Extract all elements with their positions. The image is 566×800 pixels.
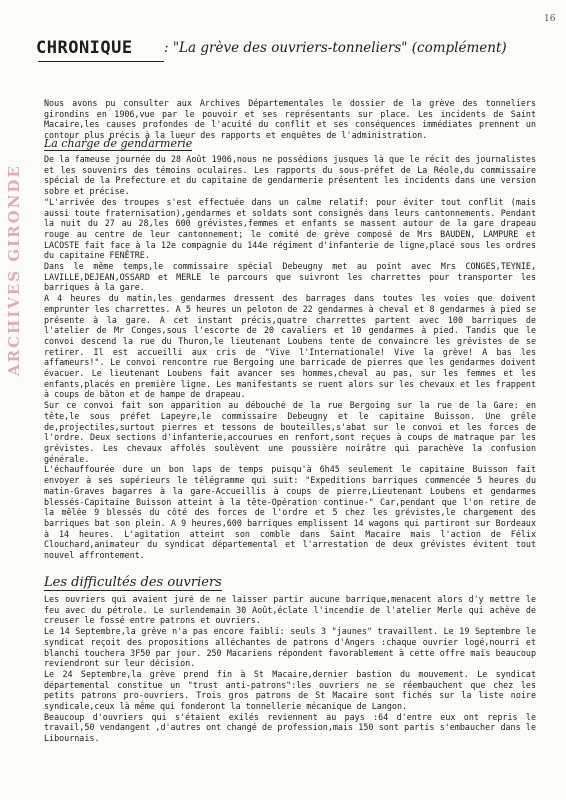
page-title (36, 28, 544, 68)
section-heading-charge: La charge de gendarmerie (44, 137, 193, 150)
intro-paragraph: Nous avons pu consulter aux Archives Départementales le dossier de la grève des tonneliers girondins en 1906,vue par le pouvoir et ses représentants sur place. Les incidents de Saint Macaire,les causes profondes de l'acuité du conflit et ses conséquences immédiates prennent un contour plus précis à la lueur des rapports et enquêtes de l'administration. (44, 98, 536, 141)
title-underline (38, 61, 164, 62)
page-number: 16 (544, 14, 556, 24)
section-charge-text: De la fameuse journée du 28 Août 1906,nous ne possédions jusques là que le récit des journalistes et les souvenirs des témoins oculaires. Les rapports du sous-préfet de La Réole,du commissaire spécial de la Prefecture et du capitaine de gendarmerie présentent les incidents dans une version sobre et précise. "L'arrivée des troupes s'est effectuée dans un calme relatif: pour éviter tout conflit (mais aussi toute fraternisation),gendarmes et soldats sont consignés dans leurs cantonnements. Pendant la nuit du 27 au 28,les 600 grévistes,femmes et enfants se massent autour de la gare drapeau rouge au centre de leur cantonnement; le comité de grève composé de Mrs BAUDEN, LAMPURE et LACOSTE fait face à la 12e compagnie du 144e régiment d'infanterie de ligne,placé sous les ordres du capitaine FENÊTRE. Dans le même temps,le commissaire spécial Debeugny met au point avec Mrs CONGES,TEYNIE, LAVILLE,DEJEAN,OSSARD et MERLE le parcours que suivront les charrettes pour transporter les barriques à la gare. A 4 heures du matin,les gendarmes dressent des barrages dans toutes les voies que doivent emprunter les charrettes. A 5 heures un peloton de 22 gendarmes à cheval et 8 gendarmes à pied se présente à la gare. A cet instant précis,quatre charrettes partent avec 100 barriques de l'atelier de Mr Conges,sous l'escorte de 20 cavaliers et 10 gendarmes à pied. Tandis que le convoi descend la rue du Thuron,le lieutenant Loubens tente de convaincre les grévistes de se retirer. Il est accueilli aux cris de "Vive l'Internationale! Vive la grève! A bas les affameurs!". Le convoi rencontre rue Bergoing une barricade de pierres que les gendarmes doivent évacuer. Le lieutenant Loubens fait avancer ses hommes,cheval au pas, sur les femmes et les enfants,placés en première ligne. Les manifestants se ruent alors sur les chevaux et les frappent à coups de bâton et de hampe de drapeau. Sur ce convoi fait son apparition au débouché de la rue Bergoing sur la rue de la Gare: en tête,le sous préfet Lapeyre,le commissaire Debeugny et le capitaine Buisson. Une grêle de,projectiles,surtout pierres et tessons de bouteilles,s'abat sur le convoi et les forces de l'ordre. Deux sections d'infanterie,accourues en renfort,sont reçues à coups de matraque par les grévistes. Les chevaux affolés soulèvent une poussière noirâtre qui parachève la confusion générale. L'échauffourée dure un bon laps de temps puisqu'à 6h45 seulement le capitaine Buisson fait envoyer à ses supérieurs le télégramme qui suit: "Expeditions barriques commencée 5 heures du matin-Graves bagarres à la gare-Accueillis à coups de pierre,Lieutenant Loubens et gendarmes blessés-Capitaine Buisson atteint à la tête-Opération continue-" Car,pendant que l'on retire de la mêlée 9 blessés du côté des forces de l'ordre et 5 chez les grévistes,le chargement des barriques bat son plein. A 9 heures,600 barriques emplissent 14 wagons qui partiront sur Bordeaux à 14 heures. L'agitation atteint son comble dans Saint Macaire mais l'action de Félix Clouchard,animateur du syndicat départemental et l'arrestation de deux grévistes évitent tout nouvel affrontement. (44, 154, 536, 561)
title-main: CHRONIQUE (36, 38, 133, 58)
archive-watermark: ARCHIVES GIRONDE (5, 164, 23, 376)
section-heading-difficultes: Les difficultés des ouvriers (44, 575, 222, 590)
section-difficultes-text: Les ouvriers qui avaient juré de ne laisser partir aucune barrique,menacent alors d'y mettre le feu avec du pétrole. Le surlendemain 30 Août,éclate l'incendie de l'atelier Merle qui achève de creuser le fossé entre patrons et ouvriers. Le 14 Septembre,la grève n'a pas encore faibli: seuls 3 "jaunes" travaillent. Le 19 Septembre le syndicat reçoit des propositions alléchantes de patrons d'Angers :chaque ouvrier logé,nourri et blanchi touchera 3F50 par jour. 250 Macariens répondent favorablement à cette offre mais beaucoup reviendront sur leur décision. Le 24 Septembre,la grève prend fin à St Macaire,dernier bastion du mouvement. Le syndicat départemental constitue un "trust anti-patrons":les ouvriers ne se réembauchent que chez les petits patrons pro-ouvriers. Trois gros patrons de St Macaire sont fichés sur la liste noire syndicale,ceux là même qui fonderont la tonnellerie mécanique de Langon. Beaucoup d'ouvriers qui s'étaient exilés reviennent au pays :64 d'entre eux ont repris le travail,50 vendangent ,d'autres ont changé de profession,mais 150 sont partis s'embaucher dans le Libournais. (44, 594, 536, 744)
title-subtitle: : "La grève des ouvriers-tonneliers" (complément) (164, 40, 507, 56)
